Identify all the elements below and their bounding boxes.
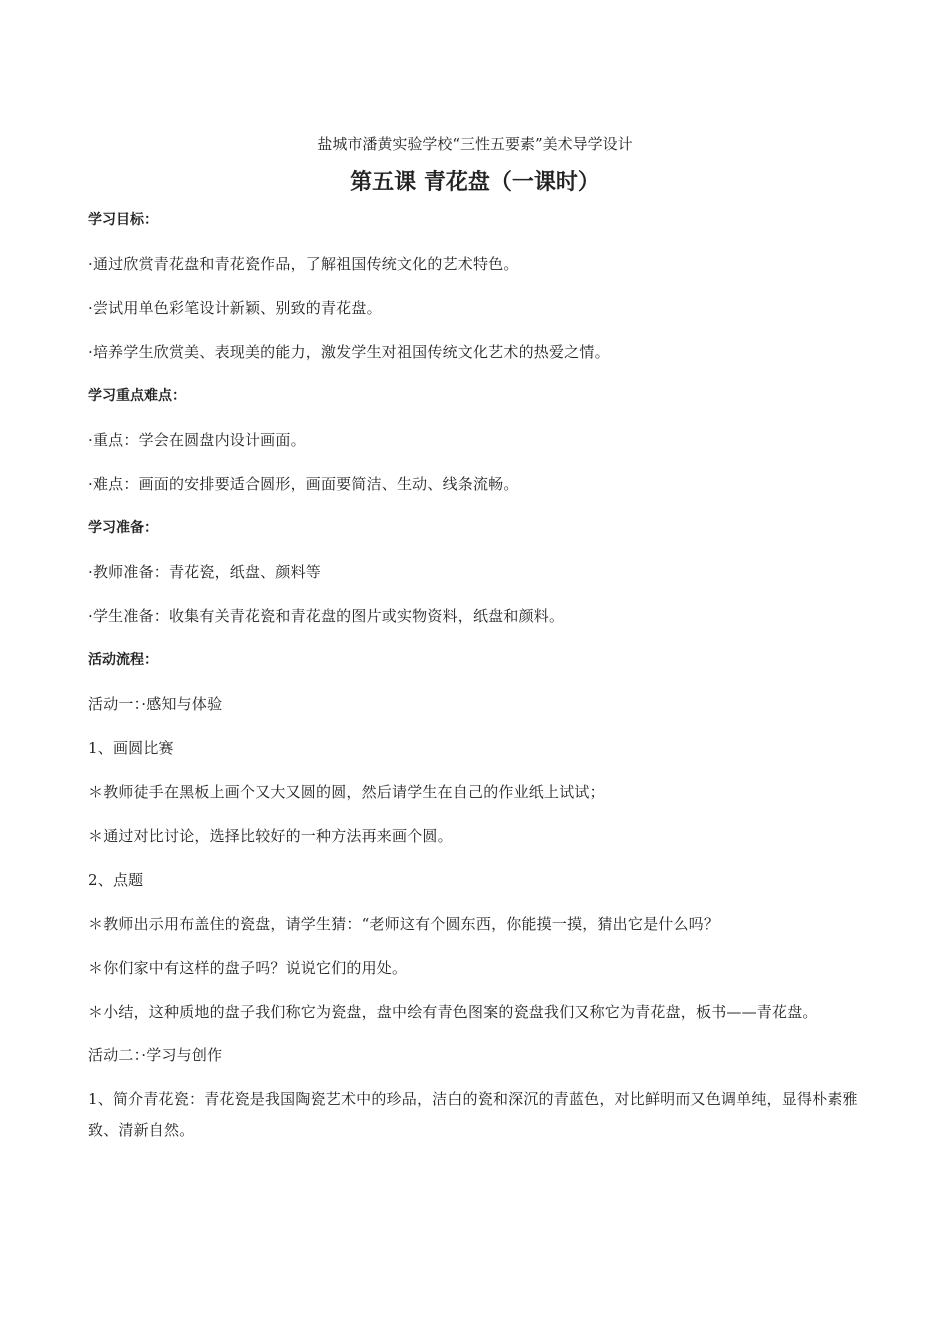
activity-detail: ＊通过对比讨论，选择比较好的一种方法再来画个圆。 <box>88 827 453 845</box>
section-learning-goals <box>88 209 862 363</box>
activity-detail: ＊你们家中有这样的盘子吗？说说它们的用处。 <box>88 959 408 977</box>
activity-heading: 活动二：·学习与创作 <box>88 1046 223 1064</box>
activity-detail: ＊小结，这种质地的盘子我们称它为瓷盘，盘中绘有青色图案的瓷盘我们又称它为青花盘，板书——青花盘。 <box>88 1003 818 1021</box>
activity-heading: 活动一：·感知与体验 <box>88 695 223 713</box>
activity-detail: ＊教师徒手在黑板上画个又大又圆的圆，然后请学生在自己的作业纸上试试； <box>88 783 605 801</box>
school-design-header: 盐城市潘黄实验学校“三性五要素”美术导学设计 <box>317 135 633 153</box>
section-heading: 学习准备： <box>88 520 158 536</box>
section-heading: 学习重点难点： <box>88 388 186 404</box>
section-heading: 学习目标： <box>88 212 158 228</box>
section-heading: 活动流程： <box>88 652 158 668</box>
section-activity-process <box>88 649 862 1146</box>
preparation-item: ·学生准备：收集有关青花瓷和青花盘的图片或实物资料，纸盘和颜料。 <box>88 607 565 625</box>
document-page <box>88 130 862 1162</box>
section-preparation <box>88 517 862 627</box>
goal-item: ·通过欣赏青花盘和青花瓷作品，了解祖国传统文化的艺术特色。 <box>88 255 519 273</box>
key-point-item: ·难点：画面的安排要适合圆形，画面要简洁、生动、线条流畅。 <box>88 475 519 493</box>
activity-step: 1、画圆比赛 <box>88 739 174 757</box>
goal-item: ·尝试用单色彩笔设计新颖、别致的青花盘。 <box>88 299 382 317</box>
activity-step: 1、简介青花瓷：青花瓷是我国陶瓷艺术中的珍品，洁白的瓷和深沉的青蓝色，对比鲜明而又色调单纯，显得朴素雅致、清新自然。 <box>88 1090 858 1139</box>
activity-detail: ＊教师出示用布盖住的瓷盘，请学生猜：“老师这有个圆东西，你能摸一摸，猜出它是什么吗？ <box>88 915 720 933</box>
goal-item: ·培养学生欣赏美、表现美的能力，激发学生对祖国传统文化艺术的热爱之情。 <box>88 343 610 361</box>
lesson-title: 第五课 青花盘（一课时） <box>350 170 600 195</box>
preparation-item: ·教师准备：青花瓷，纸盘、颜料等 <box>88 563 321 581</box>
key-point-item: ·重点：学会在圆盘内设计画面。 <box>88 431 306 449</box>
section-key-points <box>88 385 862 495</box>
activity-step: 2、点题 <box>88 871 144 889</box>
